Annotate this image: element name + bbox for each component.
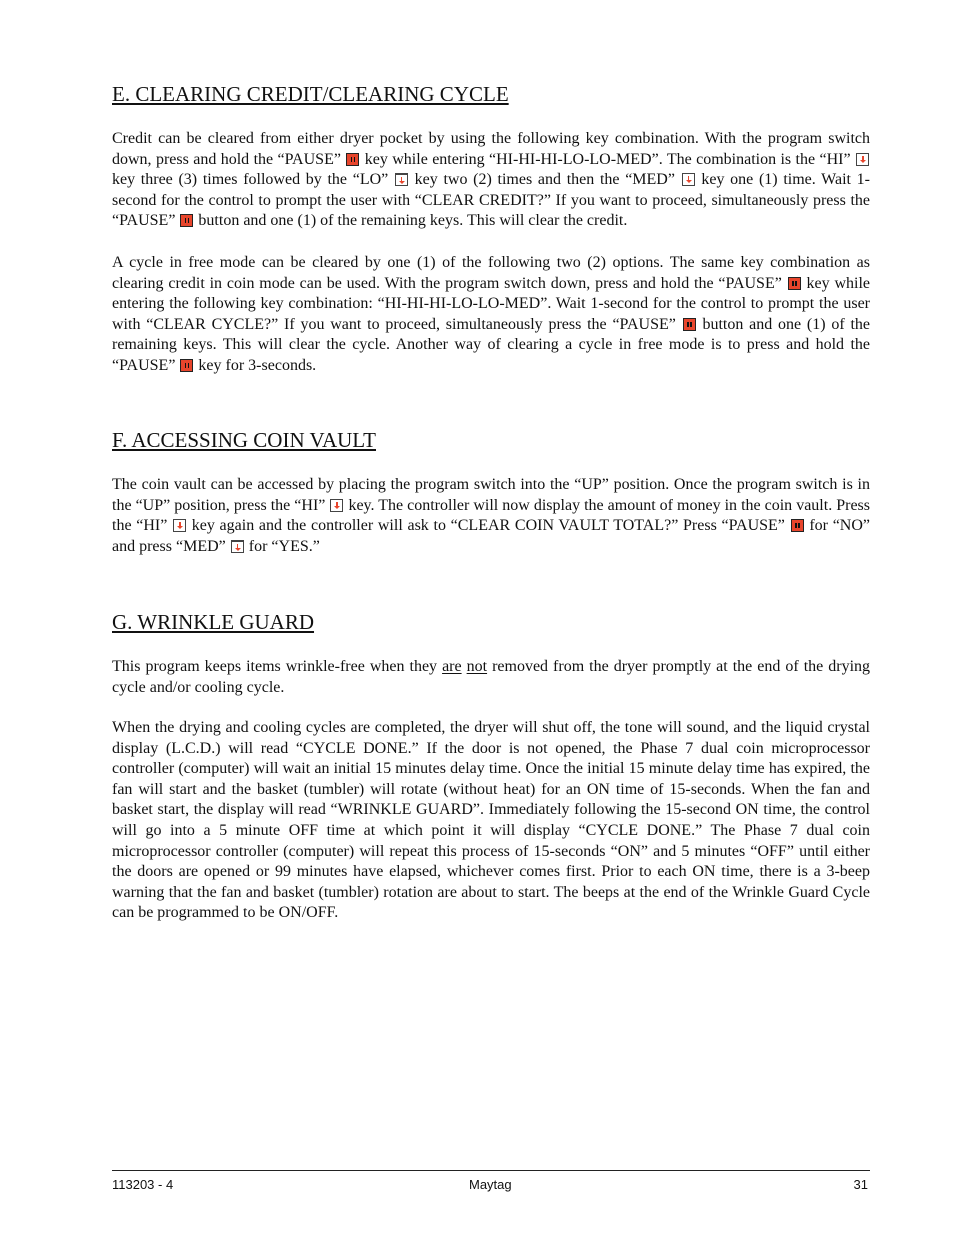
text-run: removed from the dryer promptly at the end of the drying cycle and/or cooling cycle. [112, 658, 871, 696]
underlined-word: not [466, 658, 488, 675]
text-run: key while entering “HI-HI-HI-LO-LO-MED”. The combination is the “HI” [360, 150, 855, 168]
footer-rule [112, 1170, 870, 1171]
footer-doc-number: 113203 - 4 [112, 1177, 174, 1192]
footer-page-number: 31 [853, 1177, 868, 1192]
text-run: for “YES.” [244, 537, 320, 555]
pause-key-icon [180, 359, 193, 372]
pause-key-icon [788, 277, 801, 290]
pause-key-icon [683, 318, 696, 331]
hi-arrow-key-icon [173, 519, 186, 532]
text-run: key two (2) times and then the “MED” [408, 171, 681, 189]
text-run: The coin vault can be accessed by placing the program switch into the “UP” position. Once the program switch is in the “UP” position, press the “HI” [112, 476, 870, 514]
hi-arrow-key-icon [856, 153, 869, 166]
text-run: for “NO” and press “MED” [112, 517, 871, 555]
footer-brand: Maytag [469, 1177, 512, 1192]
section-heading-coin-vault: F. ACCESSING COIN VAULT [112, 428, 376, 452]
text-run: button and one (1) of the remaining keys. This will clear the cycle. Another way of clearing a cycle in free mode is to press and hold the “PAUSE” [112, 315, 871, 374]
paragraph-clearing-credit [112, 129, 870, 232]
med-arrow-key-icon [231, 540, 244, 553]
paragraph-wrinkle-guard-intro [112, 657, 870, 698]
text-run: key again and the controller will ask to “CLEAR COIN VAULT TOTAL?” Press “PAUSE” [187, 517, 790, 535]
hi-arrow-key-icon [330, 499, 343, 512]
text-run: key while entering the following key combination: “HI-HI-HI-LO-LO-MED”. Wait 1-second for the control to prompt the user with “CLEAR CYCLE?” If you want to proceed, simultaneously press the “PAUSE” [112, 274, 870, 333]
text-run: key one (1) time. Wait 1-second for the control to prompt the user with “CLEAR CREDIT?” If you want to proceed, simultaneously press the “PAUSE” [112, 171, 871, 230]
text-run: button and one (1) of the remaining keys. This will clear the credit. [194, 212, 628, 230]
text-run: A cycle in free mode can be cleared by one (1) of the following two (2) options. The same key combination as clearing credit in coin mode can be used. With the program switch down, press and hold the “PAUSE” [112, 254, 870, 292]
underlined-word: are [442, 658, 462, 675]
section-heading-clearing-credit: E. CLEARING CREDIT/CLEARING CYCLE [112, 82, 509, 106]
pause-key-icon [346, 153, 359, 166]
paragraph-wrinkle-guard-detail: When the drying and cooling cycles are completed, the dryer will shut off, the tone will sound, and the liquid crystal display (L.C.D.) will read “CYCLE DONE.” If the door is not opened, the Phase 7 dual coin microprocessor controller (computer) will wait an initial 15 minutes delay time. Once the initial 15 minute delay time has expired, the fan will start and the basket (tumbler) will rotate (without heat) for an ON time of 15-seconds. When the fan and basket start, the display will read “WRINKLE GUARD”. Immediately following the 15-second ON time, the control will go into a 5 minute OFF time at which point it will display “CYCLE DONE.” The Phase 7 dual coin microprocessor controller (computer) will repeat this process of 15-seconds “ON” and 5 minutes “OFF” until either the doors are opened or 99 minutes have elapsed, whichever comes first. Prior to each ON time, there is a 3-beep warning that the fan and basket (tumbler) rotation are about to start. The beeps at the end of the Wrinkle Guard Cycle can be programmed to be ON/OFF. [112, 719, 870, 922]
med-arrow-key-icon [682, 173, 695, 186]
text-run: Credit can be cleared from either dryer pocket by using the following key combination. With the program switch down, press and hold the “PAUSE” [112, 130, 870, 168]
text-run: key for 3-seconds. [194, 356, 317, 374]
section-heading-wrinkle-guard: G. WRINKLE GUARD [112, 610, 315, 634]
paragraph-clearing-cycle [112, 253, 870, 377]
lo-arrow-key-icon [395, 173, 408, 186]
pause-key-icon [791, 519, 804, 532]
pause-key-icon [180, 214, 193, 227]
paragraph-coin-vault [112, 475, 870, 557]
text-run: key. The controller will now display the amount of money in the coin vault. Press the “HI” [112, 496, 871, 535]
text-run: key three (3) times followed by the “LO” [112, 171, 394, 189]
text-run: This program keeps items wrinkle-free when they [112, 658, 443, 675]
